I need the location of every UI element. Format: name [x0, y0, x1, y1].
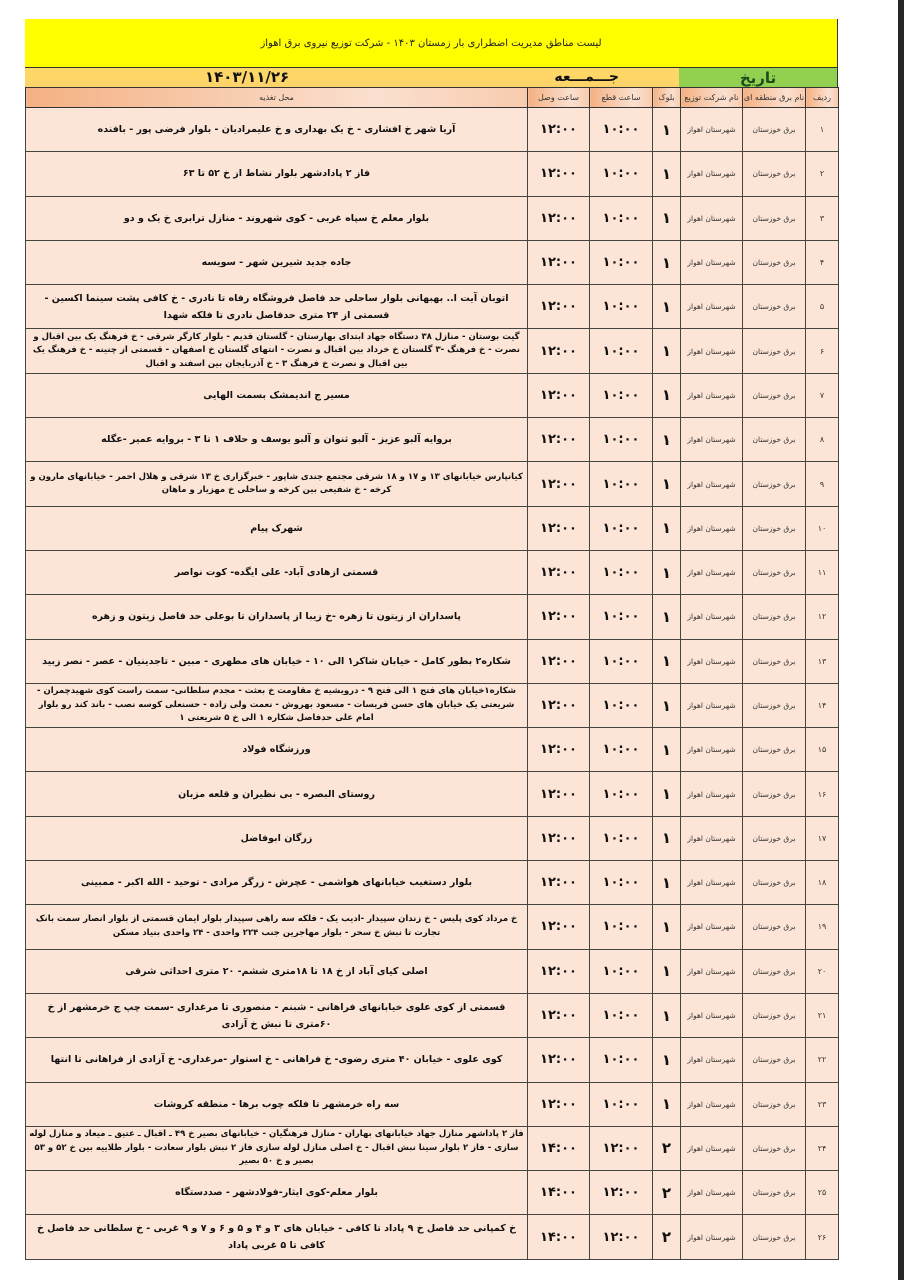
- table-row: [26, 285, 839, 329]
- cell-block-number: ۱: [653, 639, 681, 683]
- cell-cut-time: ۱۰:۰۰: [590, 240, 653, 284]
- cell-region-name: برق خوزستان: [743, 595, 806, 639]
- cell-region-name: برق خوزستان: [743, 993, 806, 1037]
- cell-company-name: شهرستان اهواز: [681, 1215, 743, 1259]
- cell-region-name: برق خوزستان: [743, 639, 806, 683]
- cell-cut-time: ۱۰:۰۰: [590, 728, 653, 772]
- cell-connect-time: ۱۲:۰۰: [528, 861, 590, 905]
- cell-company-name: شهرستان اهواز: [681, 949, 743, 993]
- cell-block-number: ۱: [653, 728, 681, 772]
- cell-row-number: ۱۴: [806, 683, 839, 727]
- cell-block-number: ۲: [653, 1171, 681, 1215]
- cell-location: کیانپارس خیابانهای ۱۳ و ۱۷ و ۱۸ شرقی مجتمع جندی شاپور - خبرگزاری خ ۱۳ شرقی و هلال احمر - خیابانهای مارون و کرخه - خ شفیعی بین کرخه و ساحلی خ مهزیار و ماهان: [26, 462, 528, 506]
- cell-region-name: برق خوزستان: [743, 373, 806, 417]
- cell-block-number: ۱: [653, 905, 681, 949]
- table-row: [26, 905, 839, 949]
- cell-company-name: شهرستان اهواز: [681, 1038, 743, 1082]
- cell-region-name: برق خوزستان: [743, 1038, 806, 1082]
- col-header-location: محل تغذیه: [26, 88, 528, 108]
- cell-cut-time: ۱۰:۰۰: [590, 905, 653, 949]
- table-row: [26, 1215, 839, 1259]
- cell-row-number: ۷: [806, 373, 839, 417]
- cell-location: زرگان ابوفاضل: [26, 816, 528, 860]
- cell-connect-time: ۱۲:۰۰: [528, 1038, 590, 1082]
- cell-connect-time: ۱۲:۰۰: [528, 905, 590, 949]
- cell-region-name: برق خوزستان: [743, 683, 806, 727]
- cell-connect-time: ۱۲:۰۰: [528, 639, 590, 683]
- cell-row-number: ۲۲: [806, 1038, 839, 1082]
- cell-region-name: برق خوزستان: [743, 1215, 806, 1259]
- cell-row-number: ۱: [806, 108, 839, 152]
- cell-block-number: ۱: [653, 418, 681, 462]
- cell-connect-time: ۱۲:۰۰: [528, 683, 590, 727]
- cell-row-number: ۱۸: [806, 861, 839, 905]
- cell-row-number: ۶: [806, 329, 839, 373]
- cell-company-name: شهرستان اهواز: [681, 373, 743, 417]
- cell-region-name: برق خوزستان: [743, 550, 806, 594]
- cell-company-name: شهرستان اهواز: [681, 1171, 743, 1215]
- cell-connect-time: ۱۲:۰۰: [528, 373, 590, 417]
- cell-connect-time: ۱۲:۰۰: [528, 418, 590, 462]
- cell-row-number: ۸: [806, 418, 839, 462]
- cell-region-name: برق خوزستان: [743, 816, 806, 860]
- cell-company-name: شهرستان اهواز: [681, 329, 743, 373]
- cell-cut-time: ۱۰:۰۰: [590, 861, 653, 905]
- table-row: [26, 152, 839, 196]
- cell-cut-time: ۱۰:۰۰: [590, 152, 653, 196]
- cell-region-name: برق خوزستان: [743, 108, 806, 152]
- cell-company-name: شهرستان اهواز: [681, 1126, 743, 1170]
- cell-cut-time: ۱۰:۰۰: [590, 949, 653, 993]
- cell-location: خ کمپانی حد فاصل خ ۹ پاداد تا کافی - خیابان های ۳ و ۴ و ۵ و ۶ و ۷ و ۹ غربی - خ سلطانی حد فاصل خ کافی تا ۵ غربی پاداد: [26, 1215, 528, 1259]
- cell-block-number: ۱: [653, 285, 681, 329]
- cell-location: گیت بوستان - منازل ۳۸ دستگاه جهاد ابتدای بهارستان - گلستان قدیم - بلوار کارگر شرقی - خ فرهنگ یک بین اقبال و نصرت - خ فرهنگ -۳ گلستان خ خرداد بین اقبال و نصرت - انتهای گلستان خ اصفهان - قسمتی از چنینه - خ فرهنگ یک بین اقبال و نصرت خ فرهنگ ۳ - خ آذربایجان بین اسفند و اقبال: [26, 329, 528, 373]
- cell-region-name: برق خوزستان: [743, 772, 806, 816]
- cell-company-name: شهرستان اهواز: [681, 993, 743, 1037]
- table-row: [26, 506, 839, 550]
- cell-company-name: شهرستان اهواز: [681, 462, 743, 506]
- cell-connect-time: ۱۲:۰۰: [528, 728, 590, 772]
- cell-company-name: شهرستان اهواز: [681, 418, 743, 462]
- date-row: [25, 67, 838, 87]
- table-row: [26, 949, 839, 993]
- table-row: [26, 1126, 839, 1170]
- cell-company-name: شهرستان اهواز: [681, 683, 743, 727]
- window-edge-bar: [898, 0, 904, 1280]
- table-row: [26, 1171, 839, 1215]
- outage-schedule-sheet: [25, 19, 838, 1260]
- cell-region-name: برق خوزستان: [743, 728, 806, 772]
- cell-location: شکاره۱خیابان های فتح ۱ الی فتح ۹ - درویشیه خ مقاومت خ بعثت - مجدم سلطانی- سمت راست کوی شهیدچمران - شریعتی یک خیابان های حسن فریسات - مسعود بهروش - نعمت ولی زاده - حسنعلی کوسه نصب - باند کند رو بلوار امام علی حدفاصل شکاره ۱ الی خ ۵ شریعتی ۱: [26, 683, 528, 727]
- table-row: [26, 550, 839, 594]
- cell-cut-time: ۱۰:۰۰: [590, 550, 653, 594]
- cell-row-number: ۹: [806, 462, 839, 506]
- cell-location: روستای البصره - بی نظیران و قلعه مزبان: [26, 772, 528, 816]
- table-row: [26, 108, 839, 152]
- cell-cut-time: ۱۲:۰۰: [590, 1215, 653, 1259]
- table-row: [26, 462, 839, 506]
- cell-company-name: شهرستان اهواز: [681, 595, 743, 639]
- cell-connect-time: ۱۲:۰۰: [528, 240, 590, 284]
- cell-cut-time: ۱۰:۰۰: [590, 1082, 653, 1126]
- cell-company-name: شهرستان اهواز: [681, 108, 743, 152]
- cell-company-name: شهرستان اهواز: [681, 196, 743, 240]
- cell-location: مسیر ج اندیمشک بسمت الهایی: [26, 373, 528, 417]
- cell-row-number: ۱۵: [806, 728, 839, 772]
- cell-row-number: ۲۰: [806, 949, 839, 993]
- date-cell: [25, 68, 679, 87]
- cell-location: شهرک پیام: [26, 506, 528, 550]
- cell-location: آریا شهر خ افشاری - خ یک بهداری و خ علیمرادیان - بلوار فرضی پور - بافنده: [26, 108, 528, 152]
- cell-row-number: ۳: [806, 196, 839, 240]
- table-header-row: [26, 88, 839, 108]
- cell-company-name: شهرستان اهواز: [681, 639, 743, 683]
- cell-region-name: برق خوزستان: [743, 196, 806, 240]
- cell-company-name: شهرستان اهواز: [681, 772, 743, 816]
- cell-connect-time: ۱۴:۰۰: [528, 1171, 590, 1215]
- cell-block-number: ۱: [653, 196, 681, 240]
- col-header-cut-time: ساعت قطع: [590, 88, 653, 108]
- cell-row-number: ۱۰: [806, 506, 839, 550]
- cell-connect-time: ۱۲:۰۰: [528, 550, 590, 594]
- cell-company-name: شهرستان اهواز: [681, 1082, 743, 1126]
- cell-block-number: ۱: [653, 1082, 681, 1126]
- table-row: [26, 772, 839, 816]
- col-header-block: بلوک: [653, 88, 681, 108]
- cell-company-name: شهرستان اهواز: [681, 240, 743, 284]
- cell-block-number: ۲: [653, 1215, 681, 1259]
- table-body: [26, 108, 839, 1260]
- cell-region-name: برق خوزستان: [743, 1171, 806, 1215]
- cell-block-number: ۱: [653, 993, 681, 1037]
- cell-block-number: ۱: [653, 772, 681, 816]
- cell-connect-time: ۱۲:۰۰: [528, 329, 590, 373]
- cell-cut-time: ۱۰:۰۰: [590, 683, 653, 727]
- cell-row-number: ۵: [806, 285, 839, 329]
- table-row: [26, 196, 839, 240]
- cell-region-name: برق خوزستان: [743, 462, 806, 506]
- cell-row-number: ۱۷: [806, 816, 839, 860]
- cell-cut-time: ۱۰:۰۰: [590, 1038, 653, 1082]
- cell-cut-time: ۱۰:۰۰: [590, 462, 653, 506]
- cell-cut-time: ۱۰:۰۰: [590, 639, 653, 683]
- cell-block-number: ۲: [653, 1126, 681, 1170]
- cell-region-name: برق خوزستان: [743, 285, 806, 329]
- cell-region-name: برق خوزستان: [743, 949, 806, 993]
- cell-cut-time: ۱۲:۰۰: [590, 1171, 653, 1215]
- cell-location: شکاره۲ بطور کامل - خیابان شاکر۱ الی ۱۰ - خیابان های مطهری - مبین - تاجدینیان - عصر - نصر زبید: [26, 639, 528, 683]
- cell-location: خ مرداد کوی پلیس - خ زندان سپیدار -ادیب یک - فلکه سه راهی سپیدار بلوار ایمان قسمتی از بلوار انصار سمت بانک تجارت تا نبش خ سحر - بلوار مهاجرین جنب ۲۲۴ واحدی - ۲۴ واحدی بنیاد مسکن: [26, 905, 528, 949]
- cell-region-name: برق خوزستان: [743, 152, 806, 196]
- cell-location: قسمتی از کوی علوی خیابانهای فراهانی - شبنم - منصوری تا مرغداری -سمت چپ ج خرمشهر از خ ۶۰متری تا نبش خ آزادی: [26, 993, 528, 1037]
- cell-row-number: ۲۶: [806, 1215, 839, 1259]
- cell-connect-time: ۱۲:۰۰: [528, 462, 590, 506]
- cell-row-number: ۱۶: [806, 772, 839, 816]
- table-row: [26, 728, 839, 772]
- cell-company-name: شهرستان اهواز: [681, 506, 743, 550]
- cell-cut-time: ۱۰:۰۰: [590, 816, 653, 860]
- cell-cut-time: ۱۰:۰۰: [590, 329, 653, 373]
- cell-cut-time: ۱۰:۰۰: [590, 506, 653, 550]
- col-header-region: نام برق منطقه ای: [743, 88, 806, 108]
- cell-company-name: شهرستان اهواز: [681, 816, 743, 860]
- cell-cut-time: ۱۰:۰۰: [590, 595, 653, 639]
- cell-connect-time: ۱۲:۰۰: [528, 595, 590, 639]
- table-row: [26, 418, 839, 462]
- cell-cut-time: ۱۰:۰۰: [590, 196, 653, 240]
- cell-row-number: ۱۹: [806, 905, 839, 949]
- cell-connect-time: ۱۴:۰۰: [528, 1126, 590, 1170]
- cell-row-number: ۴: [806, 240, 839, 284]
- cell-cut-time: ۱۰:۰۰: [590, 772, 653, 816]
- cell-block-number: ۱: [653, 240, 681, 284]
- outage-table: [25, 87, 839, 1260]
- cell-region-name: برق خوزستان: [743, 1126, 806, 1170]
- day-name: جـــمـــعه: [554, 69, 619, 85]
- col-header-company: نام شرکت توزیع: [681, 88, 743, 108]
- table-row: [26, 595, 839, 639]
- col-header-connect-time: ساعت وصل: [528, 88, 590, 108]
- cell-location: بلوار معلم خ سپاه غربی - کوی شهروند - منازل ترابری خ یک و دو: [26, 196, 528, 240]
- cell-location: بلوار معلم-کوی ایثار-فولادشهر - صددستگاه: [26, 1171, 528, 1215]
- cell-block-number: ۱: [653, 108, 681, 152]
- cell-region-name: برق خوزستان: [743, 861, 806, 905]
- cell-location: سه راه خرمشهر تا فلکه چوب برها - منطقه کروشات: [26, 1082, 528, 1126]
- table-row: [26, 329, 839, 373]
- cell-row-number: ۱۱: [806, 550, 839, 594]
- cell-connect-time: ۱۲:۰۰: [528, 285, 590, 329]
- cell-region-name: برق خوزستان: [743, 240, 806, 284]
- cell-block-number: ۱: [653, 329, 681, 373]
- cell-location: فاز ۲ پادادشهر بلوار نشاط از خ ۵۲ تا ۶۳: [26, 152, 528, 196]
- cell-row-number: ۲: [806, 152, 839, 196]
- sheet-title-banner: [25, 19, 838, 67]
- cell-row-number: ۱۲: [806, 595, 839, 639]
- cell-connect-time: ۱۲:۰۰: [528, 196, 590, 240]
- table-row: [26, 240, 839, 284]
- cell-location: پاسداران از زیتون تا زهره -خ زیبا از پاسداران تا بوعلی حد فاصل زیتون و زهره: [26, 595, 528, 639]
- cell-connect-time: ۱۲:۰۰: [528, 949, 590, 993]
- cell-company-name: شهرستان اهواز: [681, 728, 743, 772]
- cell-row-number: ۲۴: [806, 1126, 839, 1170]
- cell-connect-time: ۱۲:۰۰: [528, 152, 590, 196]
- table-row: [26, 683, 839, 727]
- cell-row-number: ۲۳: [806, 1082, 839, 1126]
- cell-cut-time: ۱۲:۰۰: [590, 1126, 653, 1170]
- table-row: [26, 816, 839, 860]
- cell-block-number: ۱: [653, 152, 681, 196]
- table-row: [26, 639, 839, 683]
- cell-cut-time: ۱۰:۰۰: [590, 285, 653, 329]
- cell-row-number: ۲۵: [806, 1171, 839, 1215]
- cell-company-name: شهرستان اهواز: [681, 285, 743, 329]
- cell-location: کوی علوی - خیابان ۴۰ متری رضوی- خ فراهانی - خ استوار -مرغداری- خ آزادی از فراهانی تا انتها: [26, 1038, 528, 1082]
- cell-location: اتوبان آیت ا.. بهبهانی بلوار ساحلی حد فاصل فروشگاه رفاه تا نادری - خ کافی پشت سینما اکسین - قسمتی از ۲۴ متری حدفاصل نادری تا فلکه شهدا: [26, 285, 528, 329]
- cell-block-number: ۱: [653, 462, 681, 506]
- cell-block-number: ۱: [653, 550, 681, 594]
- cell-region-name: برق خوزستان: [743, 506, 806, 550]
- cell-row-number: ۲۱: [806, 993, 839, 1037]
- cell-cut-time: ۱۰:۰۰: [590, 993, 653, 1037]
- sheet-title: لیست مناطق مدیریت اضطراری بار زمستان ۱۴۰۳ - شرکت توزیع نیروی برق اهواز: [260, 37, 602, 49]
- cell-company-name: شهرستان اهواز: [681, 861, 743, 905]
- cell-location: فاز ۲ پاداشهر منازل جهاد خیابانهای بهاران - منازل فرهنگیان - خیابانهای بصیر خ ۴۹ ـ اقبال ـ عتیق ـ میعاد و منازل لوله سازی - فاز ۲ بلوار سینا نبش اقبال - خ اصلی منازل لوله سازی فاز ۲ نبش بلوار سعادت - بلوار طلاییه بین خ ۵۲ و ۵۳ بصیر و خ ۵۰ بصیر: [26, 1126, 528, 1170]
- cell-cut-time: ۱۰:۰۰: [590, 373, 653, 417]
- table-row: [26, 1038, 839, 1082]
- cell-connect-time: ۱۴:۰۰: [528, 1215, 590, 1259]
- cell-row-number: ۱۳: [806, 639, 839, 683]
- cell-connect-time: ۱۲:۰۰: [528, 1082, 590, 1126]
- cell-block-number: ۱: [653, 816, 681, 860]
- cell-block-number: ۱: [653, 683, 681, 727]
- table-row: [26, 1082, 839, 1126]
- cell-block-number: ۱: [653, 1038, 681, 1082]
- cell-cut-time: ۱۰:۰۰: [590, 108, 653, 152]
- cell-region-name: برق خوزستان: [743, 1082, 806, 1126]
- table-row: [26, 993, 839, 1037]
- cell-location: جاده جدید شیرین شهر - سویسه: [26, 240, 528, 284]
- col-header-row-number: ردیف: [806, 88, 839, 108]
- cell-region-name: برق خوزستان: [743, 418, 806, 462]
- cell-connect-time: ۱۲:۰۰: [528, 506, 590, 550]
- cell-connect-time: ۱۲:۰۰: [528, 108, 590, 152]
- date-label: تاریخ: [679, 68, 838, 87]
- cell-connect-time: ۱۲:۰۰: [528, 993, 590, 1037]
- table-row: [26, 373, 839, 417]
- cell-connect-time: ۱۲:۰۰: [528, 772, 590, 816]
- cell-cut-time: ۱۰:۰۰: [590, 418, 653, 462]
- cell-block-number: ۱: [653, 373, 681, 417]
- cell-block-number: ۱: [653, 506, 681, 550]
- table-row: [26, 861, 839, 905]
- cell-location: اصلی کیای آباد از خ ۱۸ تا ۱۸متری ششم- ۲۰ متری احداثی شرقی: [26, 949, 528, 993]
- cell-company-name: شهرستان اهواز: [681, 905, 743, 949]
- cell-block-number: ۱: [653, 861, 681, 905]
- cell-connect-time: ۱۲:۰۰: [528, 816, 590, 860]
- cell-block-number: ۱: [653, 949, 681, 993]
- cell-region-name: برق خوزستان: [743, 905, 806, 949]
- cell-location: قسمتی ازهادی آباد- علی ایگده- کوت نواصر: [26, 550, 528, 594]
- cell-region-name: برق خوزستان: [743, 329, 806, 373]
- cell-block-number: ۱: [653, 595, 681, 639]
- cell-company-name: شهرستان اهواز: [681, 152, 743, 196]
- date-value: ۱۴۰۳/۱۱/۲۶: [205, 68, 290, 86]
- cell-location: بروایه آلبو عزیز - آلبو ثنوان و آلبو یوسف و حلاف ۱ تا ۳ - بروایه عمیر -عگله: [26, 418, 528, 462]
- cell-location: ورزشگاه فولاد: [26, 728, 528, 772]
- cell-location: بلوار دستغیب خیابانهای هواشمی - عچرش - زرگر مرادی - توحید - الله اکبر - ممبینی: [26, 861, 528, 905]
- cell-company-name: شهرستان اهواز: [681, 550, 743, 594]
